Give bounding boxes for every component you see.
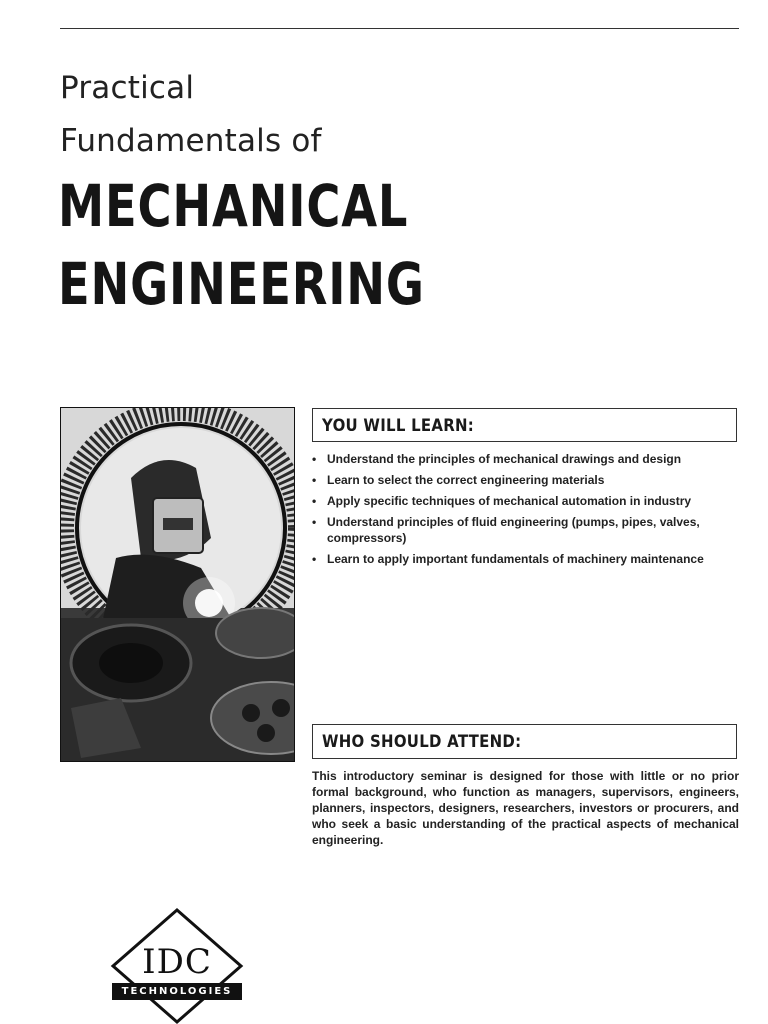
title-line-2: ENGINEERING bbox=[58, 250, 425, 318]
subtitle-line-1: Practical bbox=[60, 70, 195, 106]
you-will-learn-heading-box bbox=[312, 408, 737, 442]
learn-item: • Learn to select the correct engineering materials bbox=[312, 473, 605, 487]
title-line-1: MECHANICAL bbox=[58, 172, 409, 240]
learn-item: • Understand the principles of mechanical drawings and design bbox=[312, 452, 682, 466]
who-should-attend-text: This introductory seminar is designed for those with little or no prior formal background, who function as managers, supervisors, engineers, planners, inspectors, designers, researchers, investors or procurers, and who seek a basic understanding of the practical aspects of mechanical engineering. bbox=[312, 769, 739, 847]
welder-illustration bbox=[61, 408, 294, 761]
learn-item: • Understand principles of fluid engineering (pumps, pipes, valves, compressors) bbox=[312, 515, 700, 545]
who-should-attend-heading: WHO SHOULD ATTEND: bbox=[322, 732, 522, 752]
learn-item: • Learn to apply important fundamentals of machinery maintenance bbox=[312, 552, 704, 566]
idc-logo bbox=[110, 908, 244, 1024]
logo-brand: IDC bbox=[142, 942, 212, 982]
subtitle-line-2: Fundamentals of bbox=[60, 123, 322, 159]
learn-list bbox=[312, 451, 742, 572]
who-should-attend-heading-box bbox=[312, 724, 737, 759]
top-rule bbox=[60, 28, 739, 29]
logo-tagline: TECHNOLOGIES bbox=[112, 983, 242, 1000]
learn-item: • Apply specific techniques of mechanical automation in industry bbox=[312, 494, 692, 508]
you-will-learn-heading: YOU WILL LEARN: bbox=[322, 416, 475, 436]
welder-photo bbox=[60, 407, 295, 762]
